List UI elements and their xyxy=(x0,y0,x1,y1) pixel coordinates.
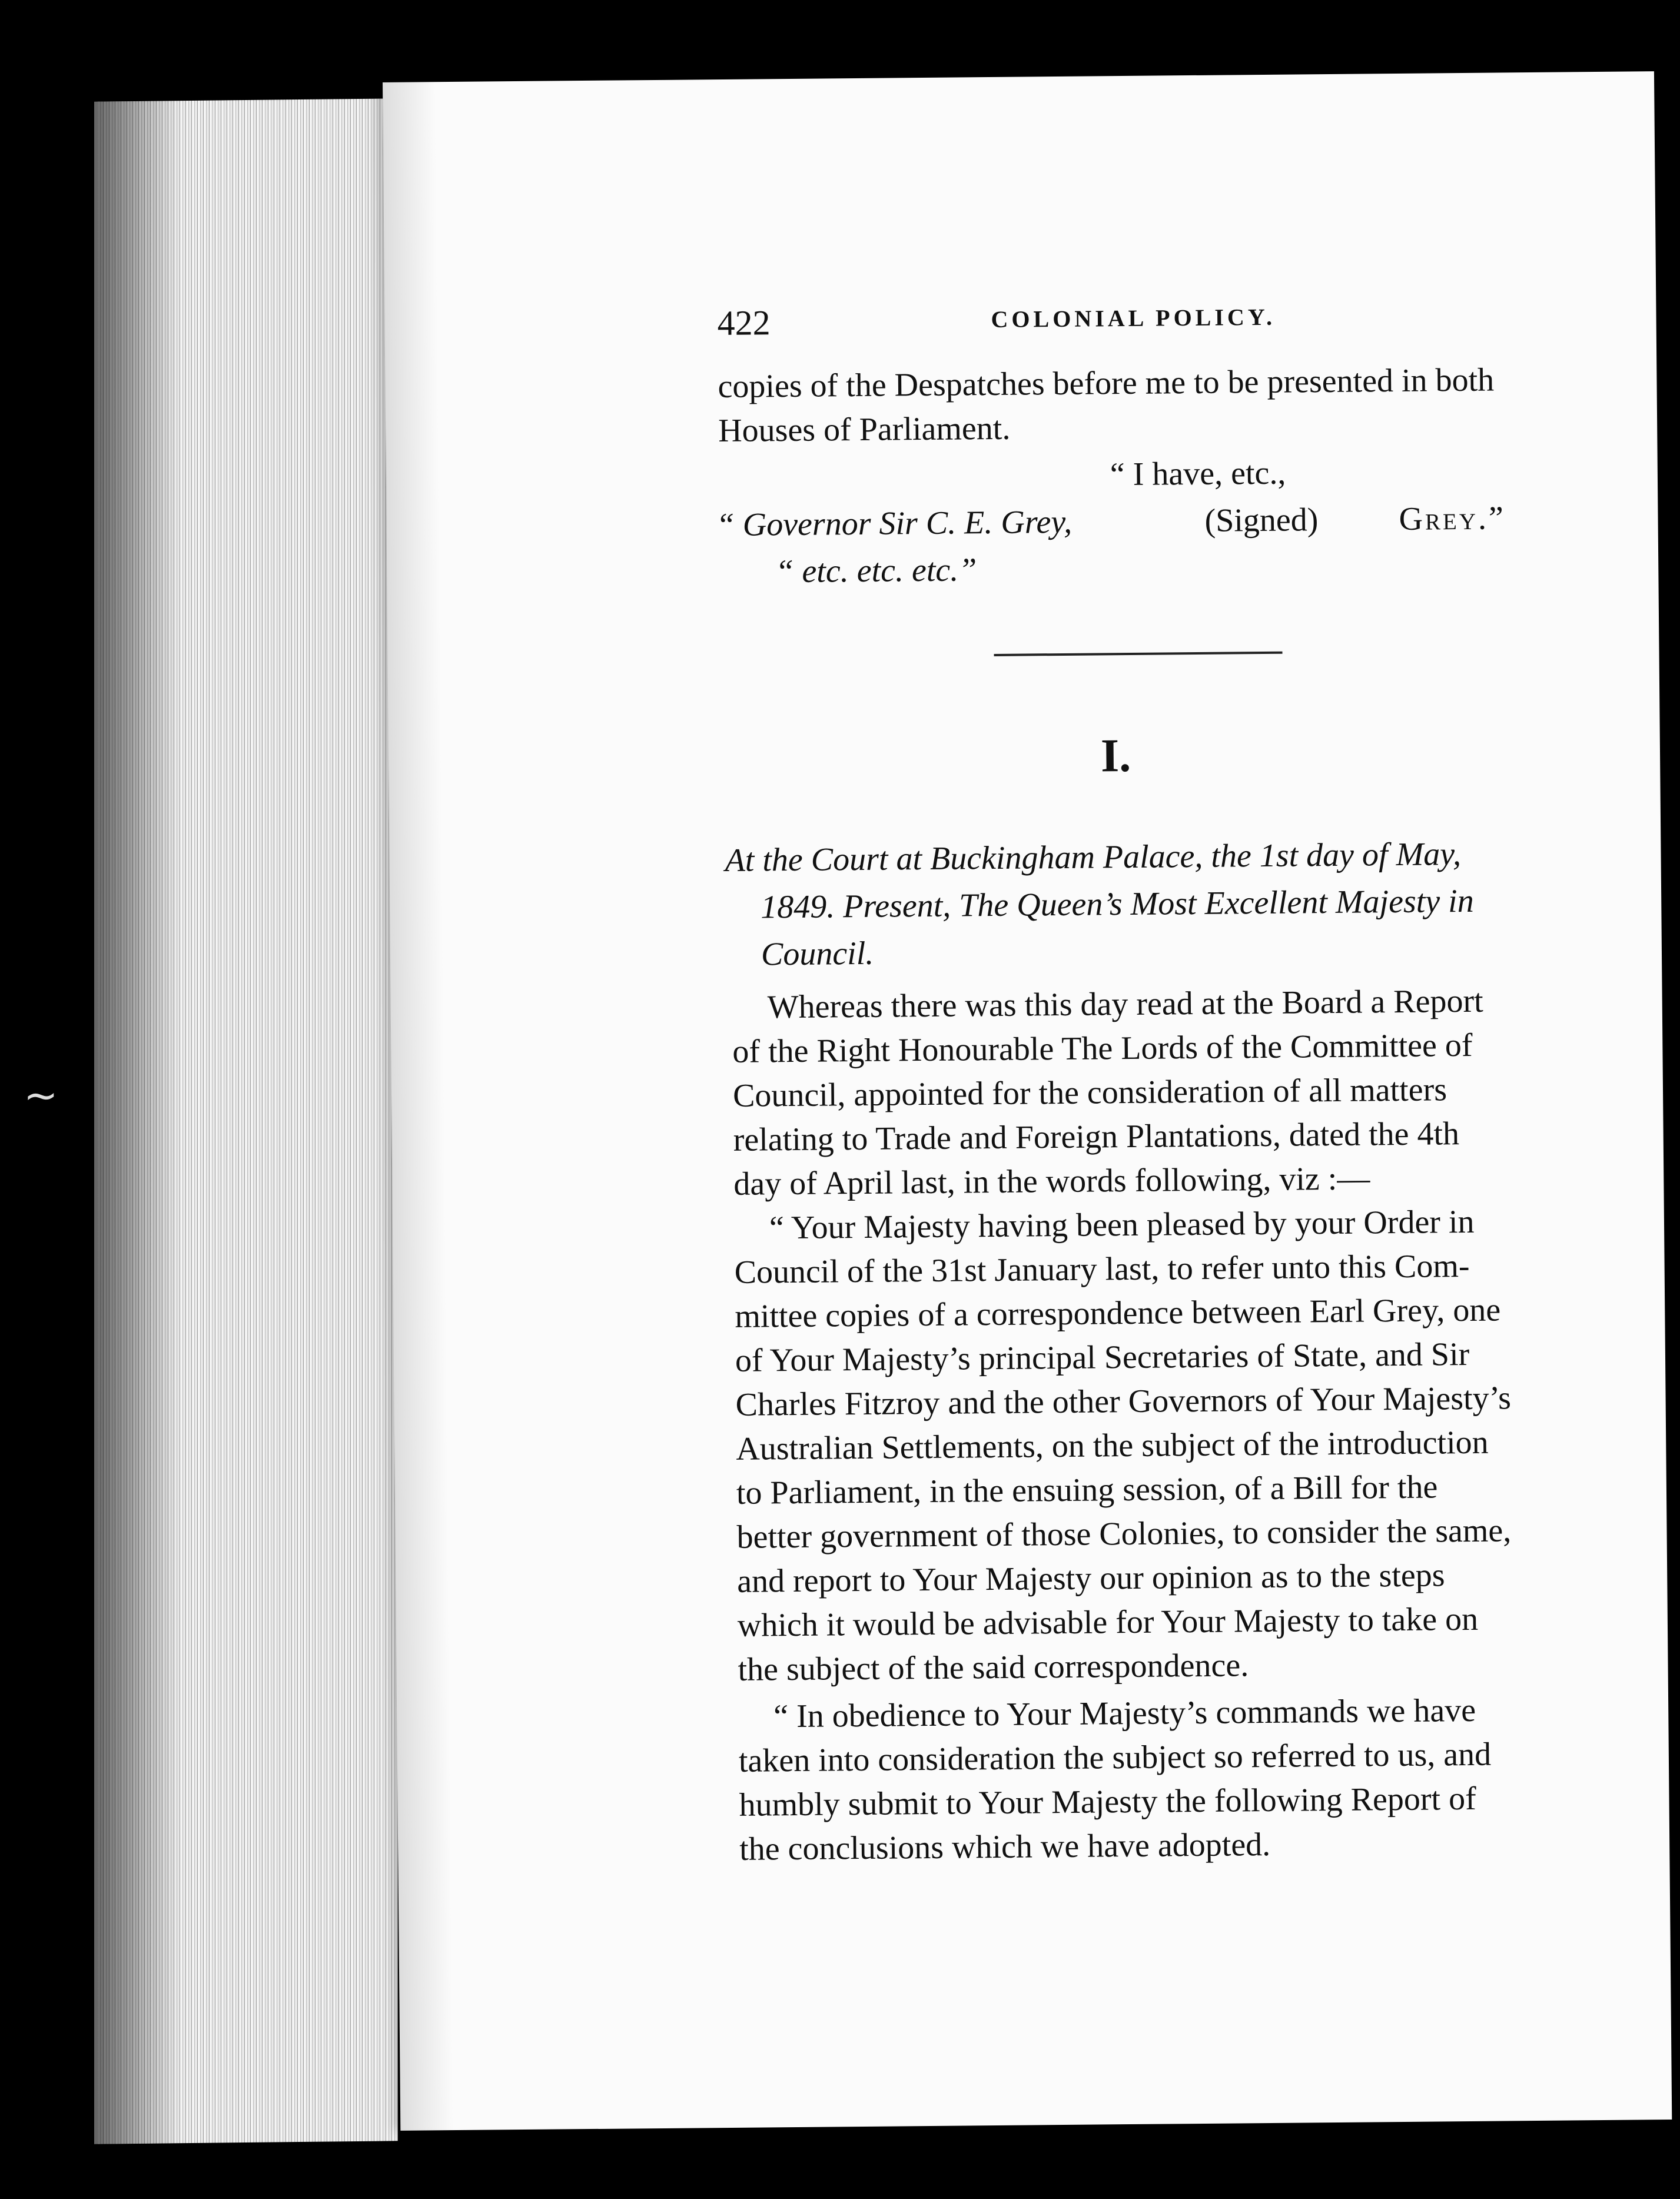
letter-etc-line: “ etc. etc. etc.” xyxy=(775,552,977,590)
paragraph-line: and report to Your Majesty our opinion as to the steps xyxy=(736,1557,1445,1600)
paragraph-line: “ Your Majesty having been pleased by your Order in xyxy=(769,1203,1475,1247)
order-heading-line: At the Court at Buckingham Palace, the 1st day of May, xyxy=(725,836,1462,879)
paragraph-line: better government of those Colonies, to consider the same, xyxy=(736,1512,1512,1556)
section-numeral: I. xyxy=(1100,729,1131,782)
paragraph-line: Council of the 31st January last, to refer unto this Com- xyxy=(734,1247,1470,1291)
paragraph-line: to Parliament, in the ensuing session, of a Bill for the xyxy=(736,1469,1438,1512)
paragraph-line: the subject of the said correspondence. xyxy=(738,1647,1249,1688)
paragraph-line: humbly submit to Your Majesty the following Report of xyxy=(739,1780,1477,1823)
paragraph-line: Council, appointed for the consideration of all matters xyxy=(732,1071,1447,1114)
section-divider-rule xyxy=(994,652,1283,656)
paragraph-line: of the Right Honourable The Lords of the Committee of xyxy=(732,1027,1473,1070)
letter-closing: “ I have, etc., xyxy=(1110,454,1286,493)
letter-signed-label: (Signed) xyxy=(1204,501,1319,539)
letter-addressee: “ Governor Sir C. E. Grey, xyxy=(716,503,1073,544)
paragraph-line: Whereas there was this day read at the Board a Report xyxy=(767,982,1483,1026)
paragraph-line: Charles Fitzroy and the other Governors of Your Majesty’s xyxy=(735,1380,1512,1423)
paragraph-line: of Your Majesty’s principal Secretaries of State, and Sir xyxy=(735,1336,1470,1379)
paragraph-line: day of April last, in the words following, viz :— xyxy=(733,1160,1370,1203)
paragraph-line: the conclusions which we have adopted. xyxy=(739,1826,1271,1868)
page-number: 422 xyxy=(717,303,771,343)
letter-text-line: copies of the Despatches before me to be presented in both xyxy=(718,361,1495,406)
book-page-edges xyxy=(94,98,398,2144)
order-heading-line: 1849. Present, The Queen’s Most Excellent Majesty in xyxy=(760,882,1474,926)
paragraph-line: Australian Settlements, on the subject of the introduction xyxy=(736,1424,1489,1467)
paragraph-line: “ In obedience to Your Majesty’s commands we have xyxy=(773,1692,1476,1735)
binding-tick-mark: ∼ xyxy=(24,1071,58,1120)
letter-text-line: Houses of Parliament. xyxy=(718,410,1011,450)
paragraph-line: relating to Trade and Foreign Plantations, dated the 4th xyxy=(733,1115,1460,1158)
letter-signatory: Grey.” xyxy=(1399,500,1506,537)
paragraph-line: mittee copies of a correspondence between Earl Grey, one xyxy=(735,1291,1501,1335)
running-head: COLONIAL POLICY. xyxy=(991,303,1276,333)
paragraph-line: taken into consideration the subject so referred to us, and xyxy=(738,1736,1492,1779)
order-heading-line: Council. xyxy=(761,935,874,973)
paragraph-line: which it would be advisable for Your Majesty to take on xyxy=(737,1600,1479,1644)
book-page xyxy=(383,71,1672,2131)
